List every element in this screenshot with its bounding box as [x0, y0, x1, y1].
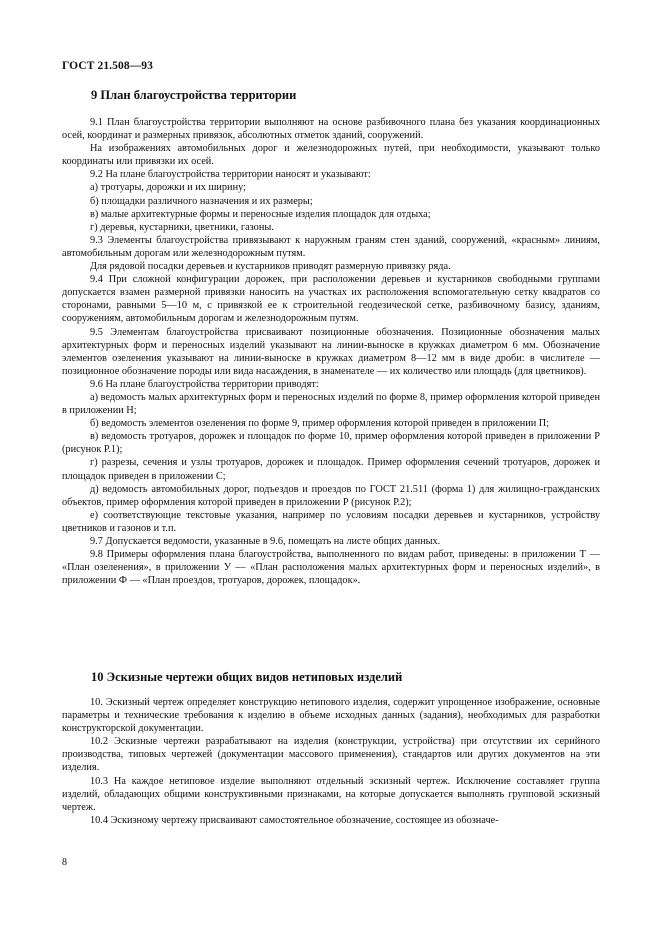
section-9-title: 9 План благоустройства территории: [91, 88, 297, 102]
list-item: а) тротуары, дорожки и их ширину;: [90, 182, 246, 194]
list-item: г) деревья, кустарники, цветники, газоны.: [90, 221, 274, 233]
paragraph: 9.4 При сложной конфигурации дорожек, при расположении деревьев и кустарников свободными группами допускается взамен размерной привязки наносить на участках их расположения вспомогательную сетку квадратов со сторонами, равными 5—10 м, с привязкой ее к строительной геодезической сетке, разбивочному базису, зданиям, сооружениям, автомобильным дорогам и железнодорожным путям.: [62, 274, 600, 325]
list-item: б) площадки различного назначения и их размеры;: [90, 195, 313, 207]
paragraph: Для рядовой посадки деревьев и кустарников приводят размерную привязку ряда.: [90, 261, 451, 273]
paragraph: 9.2 На плане благоустройства территории наносят и указывают:: [90, 169, 371, 181]
list-item: г) разрезы, сечения и узлы тротуаров, дорожек и площадок. Пример оформления сечений тротуаров, дорожек и площадок приведен в приложении С;: [62, 457, 600, 482]
list-item: а) ведомость малых архитектурных форм и переносных изделий по форме 8, пример оформления которой приведен в приложении Н;: [62, 391, 600, 417]
page-number: 8: [62, 857, 67, 868]
paragraph: 9.6 На плане благоустройства территории приводят:: [90, 378, 319, 390]
paragraph: 9.1 План благоустройства территории выполняют на основе разбивочного плана без указания координационных осей, координат и размерных привязок, абсолютных отметок зданий, сооружений.: [62, 117, 600, 142]
section-10-body: [62, 696, 600, 827]
list-item: е) соответствующие текстовые указания, например по условиям посадки деревьев и кустарников, устройству цветников и газонов и т.п.: [62, 509, 600, 534]
paragraph: 10.3 На каждое нетиповое изделие выполняют отдельный эскизный чертеж. Исключение составляет группа изделий, обладающих общими конструктивными признаками, на которые допускается выполнять групповой эскизный чертеж.: [62, 775, 600, 813]
paragraph: 9.3 Элементы благоустройства привязывают к наружным граням стен зданий, сооружений, «красным» линиям, автомобильным дорогам или железнодорожным путям.: [62, 234, 600, 259]
paragraph: На изображениях автомобильных дорог и железнодорожных путей, при необходимости, указывают только координаты или привязки их осей.: [62, 143, 600, 168]
section-9-body: [62, 116, 600, 587]
paragraph: 9.7 Допускается ведомости, указанные в 9.6, помещать на листе общих данных.: [90, 536, 441, 547]
document-header: ГОСТ 21.508—93: [62, 60, 153, 72]
list-item: д) ведомость автомобильных дорог, подъездов и проездов по ГОСТ 21.511 (форма 1) для жилищно-гражданских объектов, пример оформления которой приведен в приложении Р (рисунок Р.2);: [62, 483, 600, 508]
paragraph: 10. Эскизный чертеж определяет конструкцию нетипового изделия, содержит упрощенное изображение, основные параметры и технические требования к изделию в объеме исходных данных (задания), необходимых для разработки конструкторской документации.: [62, 697, 600, 735]
section-10-title: 10 Эскизные чертежи общих видов нетиповых изделий: [91, 670, 403, 684]
list-item: б) ведомость элементов озеленения по форме 9, пример оформления которой приведен в приложении П;: [90, 418, 550, 430]
paragraph: 10.4 Эскизному чертежу присваивают самостоятельное обозначение, состоящее из обозначе-: [90, 814, 499, 826]
list-item: в) малые архитектурные формы и переносные изделия площадок для отдыха;: [90, 208, 431, 220]
list-item: в) ведомость тротуаров, дорожек и площадок по форме 10, пример оформления которой приведен в приложении Р (рисунок Р.1);: [62, 431, 600, 456]
paragraph: 10.2 Эскизные чертежи разрабатывают на изделия (конструкции, устройства) при отсутствии их серийного производства, типовых чертежей (документации массового применения), стандартов или других документов на эти изделия.: [62, 736, 600, 774]
paragraph: 9.8 Примеры оформления плана благоустройства, выполненного по видам работ, приведены: в приложении Т — «План озеленения», в приложении У — «План расположения малых архитектурных форм и переносных изделий», в приложении Ф — «План проездов, тротуаров, дорожек, площадок».: [62, 549, 600, 587]
paragraph: 9.5 Элементам благоустройства присваивают позиционные обозначения. Позиционные обозначения малых архитектурных форм и переносных изделий указывают на линии-выноске в кружках диаметром 6 мм. Обозначение элементов озеленения указывают на линии-выноске в кружках диаметром 8—12 мм в виде дроби: в числителе — позиционное обозначение породы или вида насаждения, в знаменателе — их количество или площадь (для цветников).: [62, 326, 600, 377]
